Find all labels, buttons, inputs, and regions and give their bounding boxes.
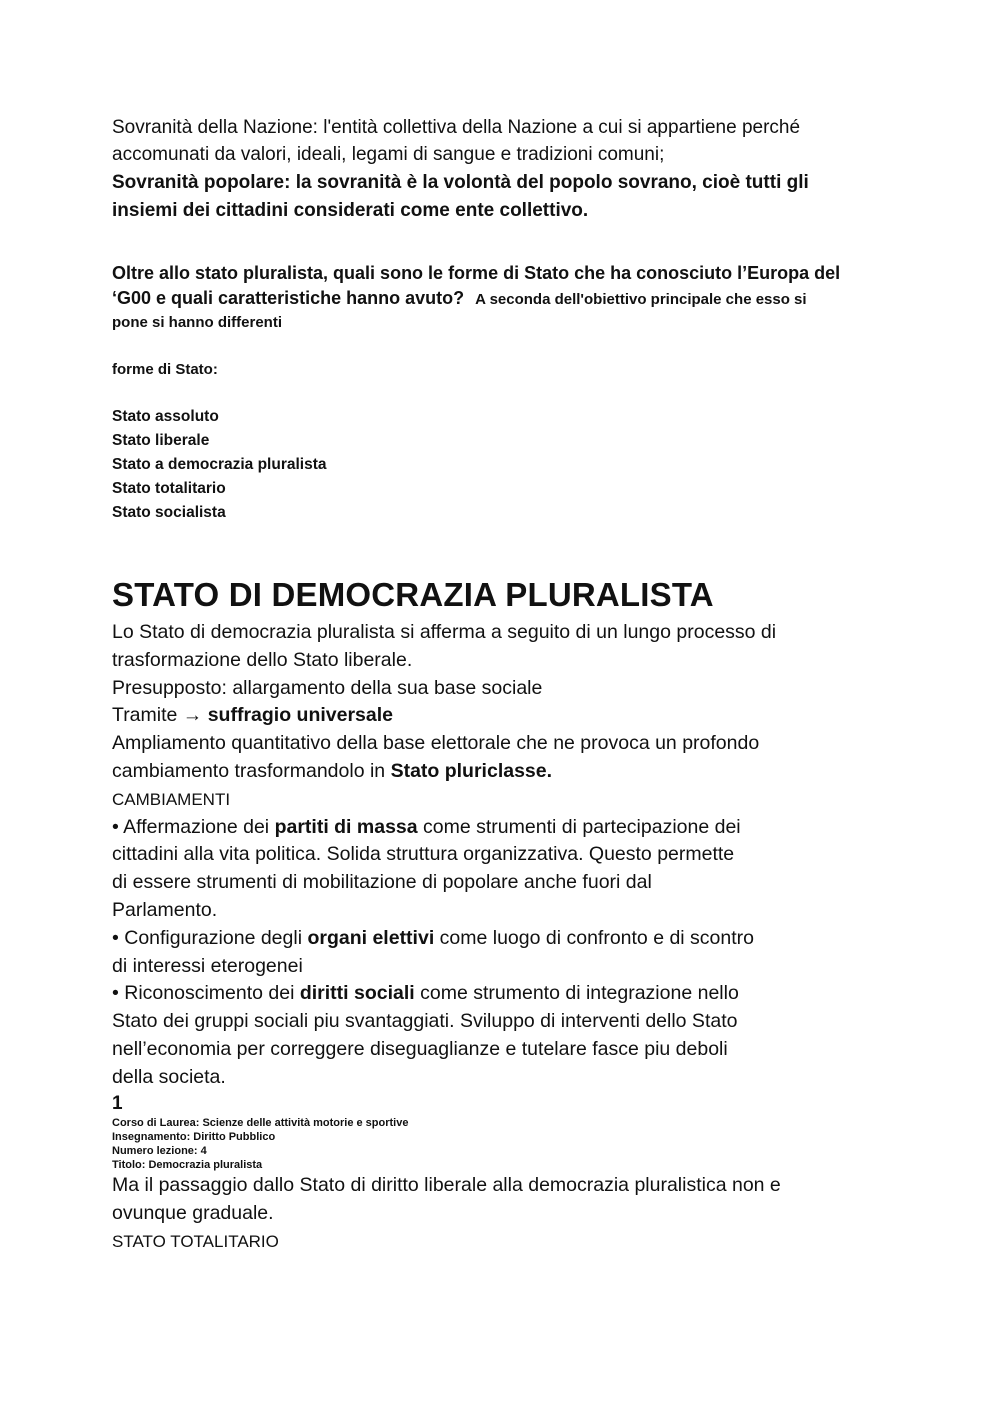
tramite-text: Tramite → [112, 704, 208, 727]
question-line-2 [112, 286, 807, 312]
bullet-1 [112, 814, 776, 842]
form-item: Stato a democrazia pluralista [112, 456, 327, 473]
section-heading: STATO DI DEMOCRAZIA PLURALISTA [112, 576, 714, 613]
pluriclasse-bold: Stato pluriclasse. [390, 759, 553, 782]
footer-course: Corso di Laurea: Scienze delle attività motorie e sportive [112, 1117, 409, 1129]
form-item: Stato totalitario [112, 480, 226, 497]
body-line: nell’economia per correggere diseguaglianze e tutelare fasce piu deboli [112, 1037, 728, 1060]
section-body [112, 619, 776, 1092]
body-line: Stato dei gruppi sociali piu svantaggiati. Sviluppo di interventi dello Stato [112, 1010, 738, 1033]
forms-list [112, 405, 327, 525]
body-line: cittadini alla vita politica. Solida struttura organizzativa. Questo permette [112, 843, 735, 866]
question-line-2a: ‘G00 e quali caratteristiche hanno avuto? [112, 288, 465, 308]
bullet-2 [112, 925, 776, 953]
body-line: trasformazione dello Stato liberale. [112, 648, 413, 671]
footer-lesson: Numero lezione: 4 [112, 1145, 207, 1157]
bullet-3 [112, 980, 776, 1008]
body-line: Ma il passaggio dallo Stato di diritto liberale alla democrazia pluralistica non e [112, 1174, 781, 1196]
question-line-4: forme di Stato: [112, 361, 218, 378]
footer-title: Titolo: Democrazia pluralista [112, 1159, 263, 1171]
bullet-2-c: come luogo di confronto e di scontro [434, 926, 755, 949]
body-line: di essere strumenti di mobilitazione di popolare anche fuori dal [112, 871, 652, 894]
cambiamento-text: cambiamento trasformandolo in [112, 759, 391, 782]
bullet-1-c: come strumenti di partecipazione dei [417, 815, 741, 838]
form-item: Stato liberale [112, 432, 210, 449]
question-line-2b: A seconda dell'obiettivo principale che esso si [475, 291, 807, 308]
cambiamenti-label: CAMBIAMENTI [112, 789, 231, 809]
body-line: Ampliamento quantitativo della base elettorale che ne provoca un profondo [112, 732, 760, 755]
body-line: di interessi eterogenei [112, 954, 303, 977]
bullet-3-bold: diritti sociali [299, 982, 415, 1005]
form-item: Stato socialista [112, 504, 226, 521]
bullet-3-c: come strumento di integrazione nello [414, 982, 739, 1005]
intro-line-2: accomunati da valori, ideali, legami di sangue e tradizioni comuni; [112, 144, 665, 165]
intro-line-4-bold: insiemi dei cittadini considerati come ente collettivo. [112, 200, 589, 221]
intro-line-1: Sovranità della Nazione: l'entità collettiva della Nazione a cui si appartiene perché [112, 117, 801, 138]
body-line: Lo Stato di democrazia pluralista si afferma a seguito di un lungo processo di [112, 621, 777, 643]
footer-meta [112, 1116, 408, 1172]
form-item: Stato assoluto [112, 408, 219, 425]
question-line-1: Oltre allo stato pluralista, quali sono le forme di Stato che ha conosciuto l’Europa del [112, 263, 841, 283]
bullet-1-a: • Affermazione dei [112, 815, 275, 838]
body-line-pluriclasse [112, 758, 776, 786]
bullet-1-bold: partiti di massa [274, 815, 418, 838]
question-line-3: pone si hanno differenti [112, 314, 283, 331]
bullet-2-bold: organi elettivi [307, 926, 435, 949]
body-line-tramite [112, 702, 776, 730]
stato-totalitario-label: STATO TOTALITARIO [112, 1231, 279, 1251]
continuation [112, 1172, 781, 1255]
intro-line-3-bold: Sovranità popolare: la sovranità è la volontà del popolo sovrano, cioè tutti gli [112, 172, 809, 193]
page-number: 1 [112, 1093, 123, 1114]
suffragio-bold: suffragio universale [207, 704, 394, 727]
body-line: Parlamento. [112, 898, 218, 921]
body-line: ovunque graduale. [112, 1201, 274, 1224]
bullet-3-a: • Riconoscimento dei [112, 982, 300, 1005]
body-line: Presupposto: allargamento della sua base sociale [112, 676, 543, 699]
body-line: della societa. [112, 1065, 226, 1088]
bullet-2-a: • Configurazione degli [112, 926, 308, 949]
footer-subject: Insegnamento: Diritto Pubblico [112, 1131, 276, 1143]
